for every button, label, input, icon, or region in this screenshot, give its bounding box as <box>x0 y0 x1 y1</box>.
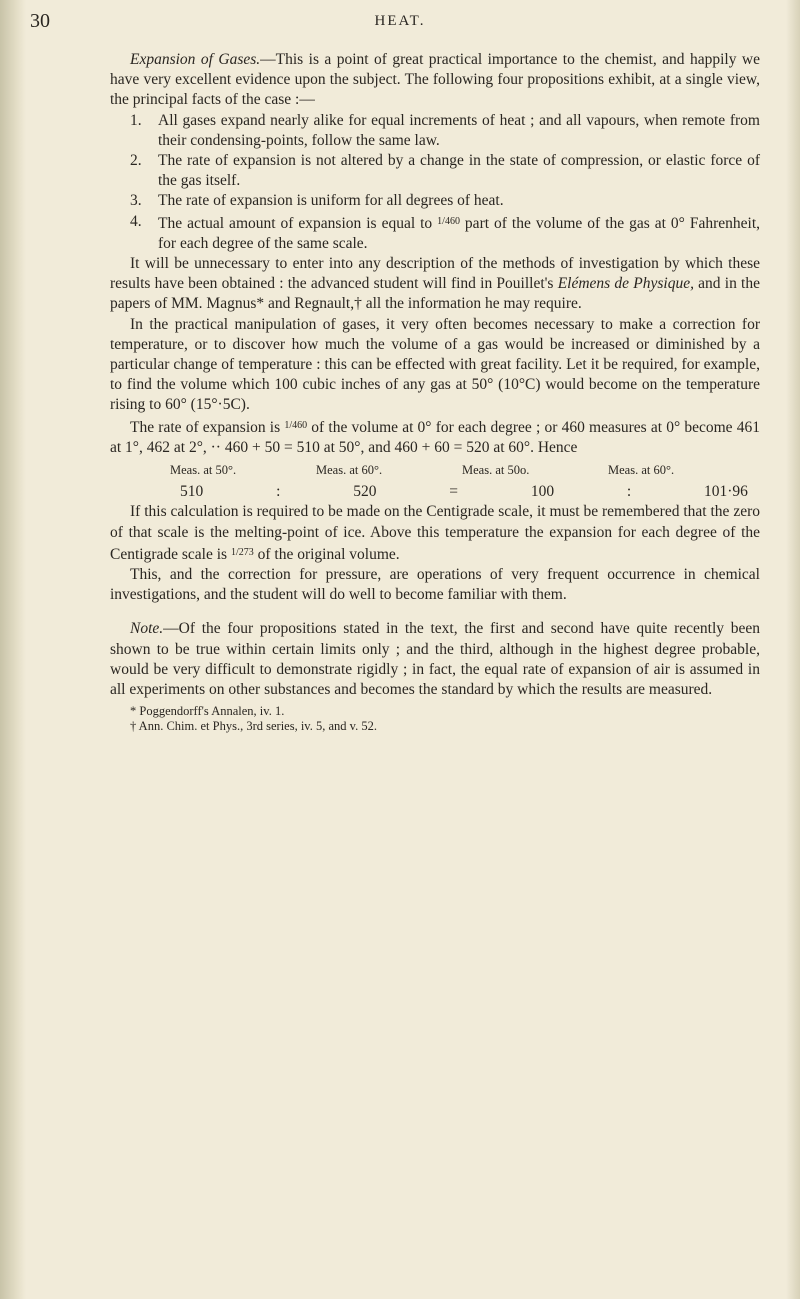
centigrade-paragraph: If this calculation is required to be made on the Centigrade scale, it must be remembered that the zero of that scale is the melting-point of ice. Above this temperature the expansion for each degree of the Centigrade scale is $^{1/273}$ of the original volume. <box>110 503 760 563</box>
page-header <box>0 10 800 40</box>
fraction: 1/273 <box>230 546 254 558</box>
list-item: 1. All gases expand nearly alike for equal increments of heat ; and all vapours, when remote from their condensing-points, follow the same law. <box>130 111 760 149</box>
page-binding-shadow <box>0 0 26 1299</box>
section-heading: Expansion of Gases. <box>130 51 261 68</box>
footnote: * Poggendorff's Annalen, iv. 1. <box>130 704 285 719</box>
propositions-list <box>110 111 760 254</box>
page-number: 30 <box>30 10 50 32</box>
intro-paragraph <box>110 50 760 111</box>
measures-proportion: 510 : 520 = 100 : 101·96 <box>180 483 748 501</box>
fraction: 1/460 <box>284 419 308 431</box>
rate-paragraph: The rate of expansion is $^{1/460}$ of the volume at 0° for each degree ; or 460 measures at 0° become 461 at 1°, 462 at 2°, ·· 460 + 50 = 510 at 50°, and 460 + 60 = 520 at 60°. Hence <box>110 418 760 456</box>
footnote: † Ann. Chim. et Phys., 3rd series, iv. 5, and v. 52. <box>130 719 377 734</box>
note-label: Note. <box>130 620 164 638</box>
list-item: 3. The rate of expansion is uniform for all degrees of heat. <box>130 192 504 210</box>
methods-paragraph: It will be unnecessary to enter into any description of the methods of investigation by which these results have been obtained : the advanced student will find in Pouillet's Elémens de Physique, and in the papers of MM. Magnus* and Regnault,† all the information he may require. <box>110 255 760 313</box>
running-head: HEAT. <box>374 13 426 29</box>
list-item: 2. The rate of expansion is not altered by a change in the state of compression, or elastic force of the gas itself. <box>130 152 760 190</box>
intro-text: —This is a point of great practical importance to the chemist, and happily we have very excellent evidence upon the subject. The following four propositions exhibit, at a single view, the principal facts of the case :— <box>110 51 760 109</box>
measures-headers: Meas. at 50°. Meas. at 60°. Meas. at 50o. Meas. at 60°. <box>170 463 675 478</box>
manipulation-paragraph: In the practical manipulation of gases, it very often becomes necessary to make a correction for temperature, or to discover how much the volume of a gas would be increased or diminished by a particular change of temperature : this can be effected with great facility. Let it be required, for example, to find the volume which 100 cubic inches of any gas at 50° (10°C) would become on the temperature rising to 60° (15°·5C). <box>110 315 760 414</box>
page-edge-shadow <box>786 0 800 1299</box>
note-paragraph: Note.—Of the four propositions stated in the text, the first and second have quite recently been shown to be true within certain limits only ; and the third, although in the highest degree probable, would be very difficult to demonstrate rigidly ; in fact, the equal rate of expansion of air is assumed in all experiments on other substances and becomes the standard by which the results are measured. <box>110 620 760 699</box>
list-item: 4. The actual amount of expansion is equal to $^{1/460}$ part of the volume of the gas at 0° Fahrenheit, for each degree of the same scale. <box>130 212 761 252</box>
correction-paragraph: This, and the correction for pressure, are operations of very frequent occurrence in chemical investigations, and the student will do well to become familiar with them. <box>110 566 760 604</box>
page-body <box>110 50 760 734</box>
footnotes <box>110 704 760 734</box>
book-title: Elémens de Physique, <box>557 275 694 293</box>
fraction: 1/460 <box>437 215 460 227</box>
